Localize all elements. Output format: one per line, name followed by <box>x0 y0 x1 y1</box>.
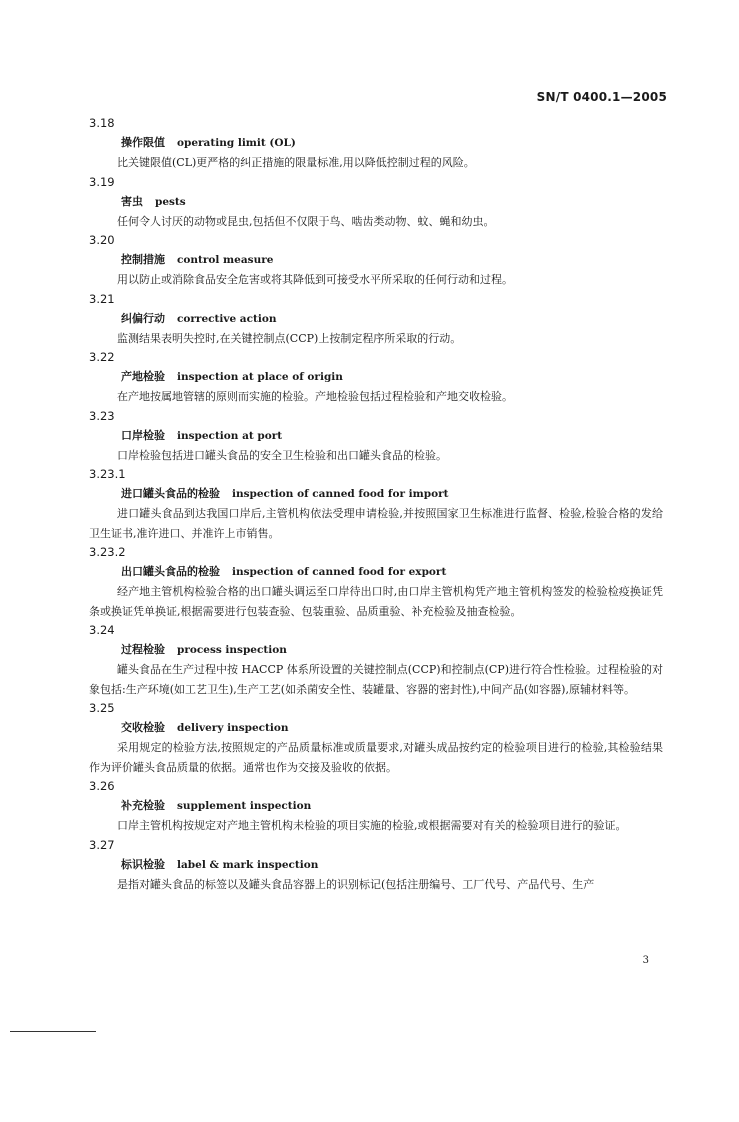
term-zh: 害虫 <box>121 194 143 208</box>
definition-text: 在产地按属地管辖的原则而实施的检验。产地检验包括过程检验和产地交收检验。 <box>117 390 513 403</box>
term-heading <box>89 796 663 816</box>
definition-entry-3-27 <box>89 836 663 895</box>
definition-text: 比关键限值(CL)更严格的纠正措施的限量标准,用以降低控制过程的风险。 <box>117 156 475 169</box>
definition-entry-3-19 <box>89 173 663 232</box>
term-en: delivery inspection <box>177 722 289 734</box>
clause-number: 3.24 <box>89 623 115 637</box>
term-en: inspection at port <box>177 429 283 442</box>
definition-entry-3-23 <box>89 407 663 466</box>
definition-entry-3-20 <box>89 231 663 290</box>
definition-text: 经产地主管机构检验合格的出口罐头调运至口岸待出口时,由口岸主管机构凭产地主管机构签发的检验检疫换证凭条或换证凭单换证,根据需要进行包装查验、包装重验、品质重验、补充检验及抽查检验。 <box>89 585 663 618</box>
term-en: inspection at place of origin <box>177 371 343 383</box>
definition-text: 罐头食品在生产过程中按 HACCP 体系所设置的关键控制点(CCP)和控制点(CP)进行符合性检验。过程检验的对象包括:生产环境(如工艺卫生),生产工艺(如杀菌安全性、装罐量、容器的密封性),中间产品(如容器),原辅材料等。 <box>89 663 663 696</box>
definition-text: 进口罐头食品到达我国口岸后,主管机构依法受理申请检验,并按照国家卫生标准进行监督、检验,检验合格的发给卫生证书,准许进口、并准许上市销售。 <box>89 507 663 540</box>
clause-number: 3.23 <box>89 408 115 423</box>
term-heading <box>89 367 663 387</box>
term-heading <box>89 250 663 270</box>
definition-text: 口岸检验包括进口罐头食品的安全卫生检验和出口罐头食品的检验。 <box>117 448 447 462</box>
term-heading <box>89 133 663 153</box>
term-heading <box>89 718 663 738</box>
definition-entry-3-23-2 <box>89 543 663 621</box>
term-heading <box>89 484 663 504</box>
term-heading <box>89 426 663 446</box>
term-zh: 补充检验 <box>121 799 165 812</box>
clause-number: 3.20 <box>89 233 115 247</box>
term-heading <box>89 309 663 329</box>
term-en: supplement inspection <box>177 800 312 812</box>
term-en: pests <box>155 195 186 208</box>
clause-number: 3.25 <box>89 701 115 715</box>
definition-entry-3-26 <box>89 777 663 836</box>
term-en: process inspection <box>177 644 287 656</box>
term-zh: 过程检验 <box>121 643 165 656</box>
clause-number: 3.21 <box>89 291 115 306</box>
standard-code: SN/T 0400.1—2005 <box>536 90 667 104</box>
term-zh: 控制措施 <box>121 253 165 266</box>
term-en: operating limit (OL) <box>177 137 296 149</box>
definition-text: 口岸主管机构按规定对产地主管机构未检验的项目实施的检验,或根据需要对有关的检验项目进行的验证。 <box>117 819 627 832</box>
term-heading <box>89 855 663 875</box>
term-en: inspection of canned food for export <box>232 566 447 578</box>
term-zh: 标识检验 <box>121 857 165 871</box>
page-number: 3 <box>642 955 649 966</box>
term-heading <box>89 192 663 212</box>
definition-text: 监测结果表明失控时,在关键控制点(CCP)上按制定程序所采取的行动。 <box>117 331 462 345</box>
term-en: control measure <box>177 254 274 266</box>
definition-entry-3-24 <box>89 621 663 699</box>
term-zh: 产地检验 <box>121 370 165 383</box>
term-zh: 操作限值 <box>121 136 165 149</box>
term-zh: 纠偏行动 <box>121 311 165 325</box>
footer-rule <box>10 1031 96 1032</box>
term-heading <box>89 562 663 582</box>
clause-number: 3.26 <box>89 779 115 793</box>
clause-number: 3.23.1 <box>89 467 126 481</box>
definition-text: 用以防止或消除食品安全危害或将其降低到可接受水平所采取的任何行动和过程。 <box>117 273 513 286</box>
term-zh: 出口罐头食品的检验 <box>121 565 220 578</box>
term-zh: 进口罐头食品的检验 <box>121 487 220 500</box>
term-zh: 交收检验 <box>121 721 165 734</box>
clause-number: 3.27 <box>89 837 115 852</box>
term-heading <box>89 640 663 660</box>
definition-text: 采用规定的检验方法,按照规定的产品质量标准或质量要求,对罐头成品按约定的检验项目进行的检验,其检验结果作为评价罐头食品质量的依据。通常也作为交接及验收的依据。 <box>89 741 663 774</box>
definition-entry-3-21 <box>89 290 663 349</box>
term-zh: 口岸检验 <box>121 428 165 442</box>
term-en: corrective action <box>177 312 277 325</box>
definitions-list <box>89 114 663 894</box>
term-en: label & mark inspection <box>177 858 319 871</box>
definition-text: 任何令人讨厌的动物或昆虫,包括但不仅限于鸟、啮齿类动物、蚊、蝇和幼虫。 <box>117 214 495 228</box>
definition-entry-3-25 <box>89 699 663 777</box>
clause-number: 3.23.2 <box>89 545 126 559</box>
clause-number: 3.19 <box>89 174 115 189</box>
definition-entry-3-22 <box>89 348 663 407</box>
definition-text: 是指对罐头食品的标签以及罐头食品容器上的识别标记(包括注册编号、工厂代号、产品代号、生产 <box>117 877 595 891</box>
clause-number: 3.22 <box>89 350 115 364</box>
definition-entry-3-18 <box>89 114 663 173</box>
term-en: inspection of canned food for import <box>232 488 449 500</box>
clause-number: 3.18 <box>89 116 115 130</box>
definition-entry-3-23-1 <box>89 465 663 543</box>
